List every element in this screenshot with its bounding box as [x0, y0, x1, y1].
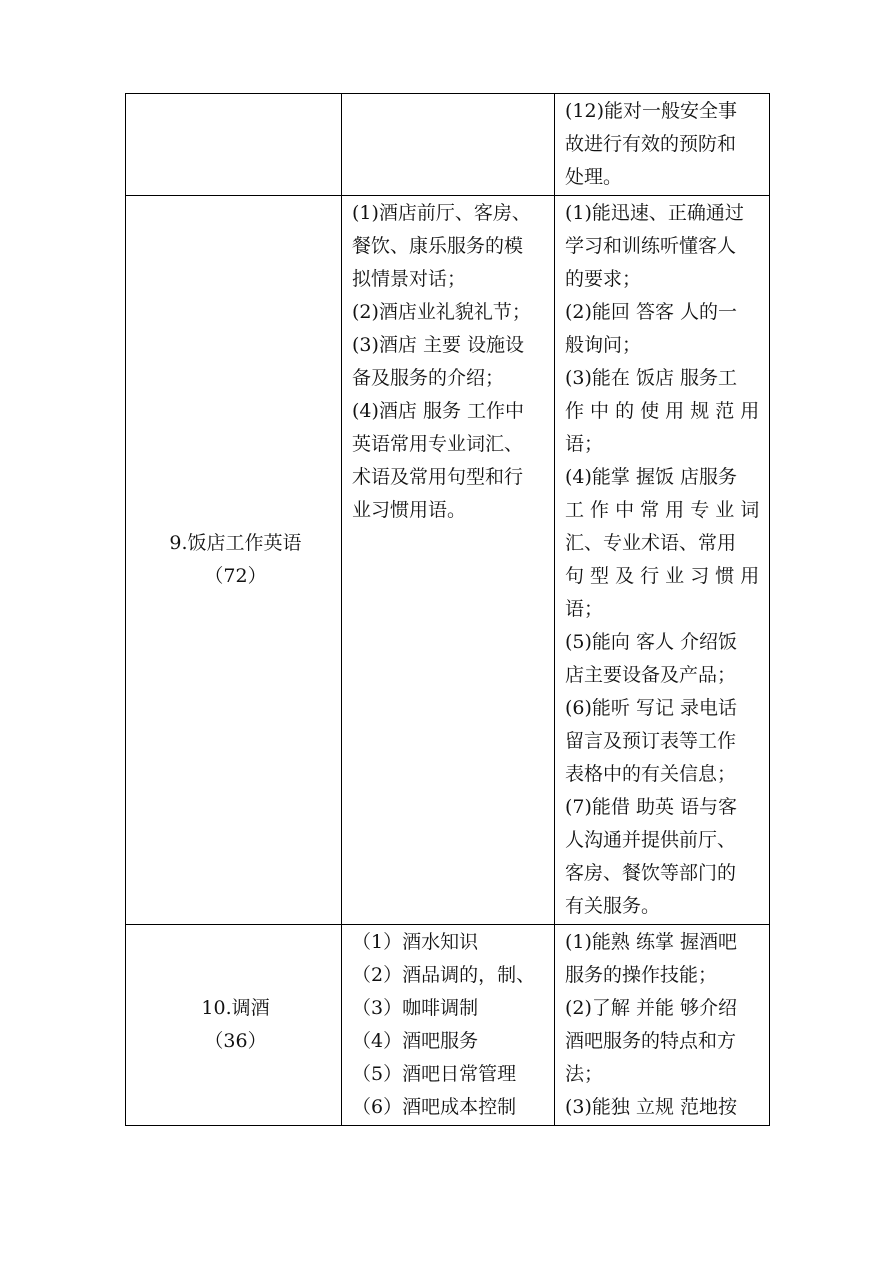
text-line: （1）酒水知识 — [352, 931, 479, 953]
course-hours: （72） — [204, 564, 267, 587]
text-line: 工 作 中 常 用 专 业 词 — [565, 499, 760, 521]
table-row — [126, 196, 770, 925]
text-line: (6)能听 写记 录电话 — [565, 697, 737, 719]
text-line: 店主要设备及产品； — [565, 664, 737, 686]
text-line: 学习和训练听懂客人 — [565, 235, 737, 257]
text-line: 餐饮、康乐服务的模 — [352, 235, 524, 257]
text-line: （2）酒品调的，制、 — [352, 964, 536, 986]
course-cell — [126, 925, 342, 1126]
text-line: 留言及预订表等工作 — [565, 730, 737, 752]
text-line: (3)能在 饭店 服务工 — [565, 367, 737, 389]
text-line: 有关服务。 — [565, 895, 661, 917]
content-cell — [342, 196, 555, 925]
text-line: 法； — [565, 1063, 604, 1085]
course-cell — [126, 196, 342, 925]
text-line: (2)能回 答客 人的一 — [565, 301, 737, 323]
text-line: (1)能迅速、正确通过 — [565, 202, 744, 224]
requirements-cell — [555, 196, 770, 925]
text-line: 英语常用专业词汇、 — [352, 433, 524, 455]
text-line: (1)能熟 练掌 握酒吧 — [565, 931, 737, 953]
text-line: 表格中的有关信息； — [565, 763, 737, 785]
requirements-cell — [555, 925, 770, 1126]
text-line: (5)能向 客人 介绍饭 — [565, 631, 737, 653]
table-row — [126, 94, 770, 196]
text-line: (3)能独 立规 范地按 — [565, 1096, 737, 1118]
content-cell — [342, 94, 555, 196]
course-name: 10.调酒 — [201, 997, 270, 1019]
text-line: 作 中 的 使 用 规 范 用 — [565, 400, 760, 422]
text-line: (12)能对一般安全事 — [565, 100, 738, 122]
text-line: (4)能掌 握饭 店服务 — [565, 466, 737, 488]
text-line: （5）酒吧日常管理 — [352, 1063, 517, 1085]
content-cell — [342, 925, 555, 1126]
text-line: 般询问； — [565, 334, 642, 356]
text-line: (7)能借 助英 语与客 — [565, 796, 737, 818]
text-line: （4）酒吧服务 — [352, 1030, 479, 1052]
course-name: 9.饭店工作英语 — [169, 531, 302, 554]
text-line: 拟情景对话； — [352, 268, 467, 290]
text-line: 客房、餐饮等部门的 — [565, 862, 737, 884]
text-line: 处理。 — [565, 166, 623, 188]
text-line: (2)酒店业礼貌礼节； — [352, 301, 531, 323]
text-line: 服务的操作技能； — [565, 964, 718, 986]
text-line: 故进行有效的预防和 — [565, 133, 737, 155]
course-cell — [126, 94, 342, 196]
course-table-body — [126, 94, 770, 1126]
text-line: (3)酒店 主要 设施设 — [352, 334, 524, 356]
text-line: 汇、专业术语、常用 — [565, 532, 737, 554]
text-line: (2)了解 并能 够介绍 — [565, 997, 737, 1019]
text-line: (1)酒店前厅、客房、 — [352, 202, 531, 224]
text-line: 的要求； — [565, 268, 642, 290]
text-line: 语； — [565, 598, 604, 620]
text-line: 人沟通并提供前厅、 — [565, 829, 737, 851]
text-line: （6）酒吧成本控制 — [352, 1096, 517, 1118]
text-line: 句 型 及 行 业 习 惯 用 — [565, 565, 760, 587]
text-line: 业习惯用语。 — [352, 499, 467, 521]
course-table — [125, 93, 770, 1126]
text-line: 语； — [565, 433, 604, 455]
table-row — [126, 925, 770, 1126]
text-line: 酒吧服务的特点和方 — [565, 1030, 737, 1052]
text-line: 术语及常用句型和行 — [352, 466, 524, 488]
text-line: 备及服务的介绍； — [352, 367, 505, 389]
text-line: （3）咖啡调制 — [352, 997, 479, 1019]
course-hours: （36） — [204, 1030, 267, 1052]
text-line: (4)酒店 服务 工作中 — [352, 400, 524, 422]
requirements-cell — [555, 94, 770, 196]
